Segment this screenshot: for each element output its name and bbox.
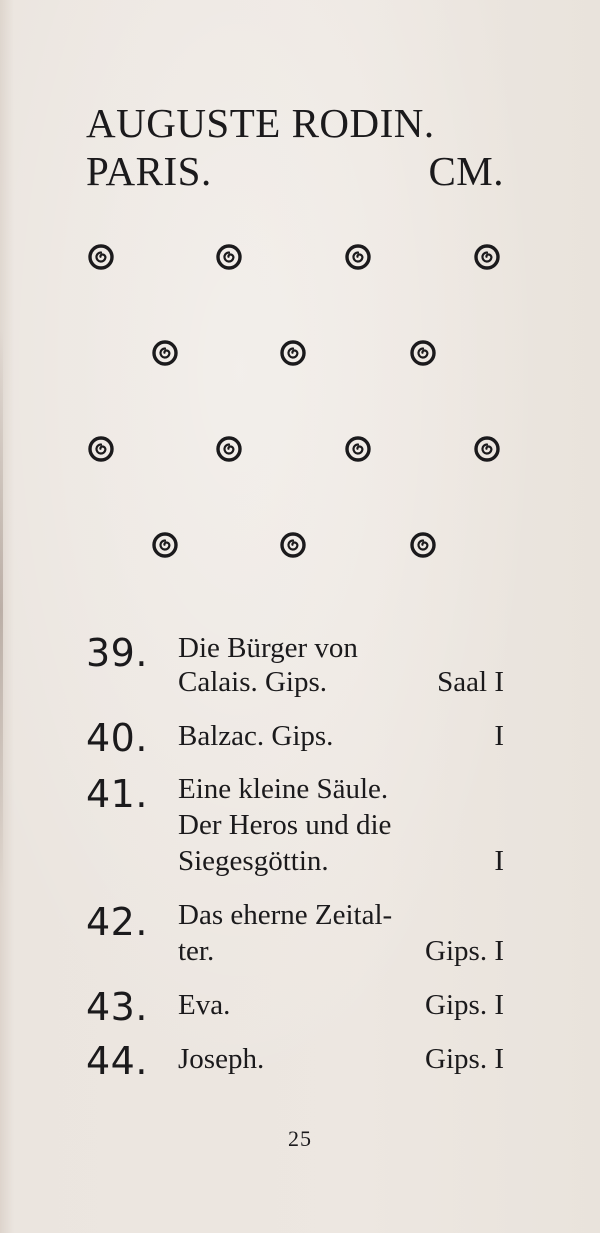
entry-title: Eva.	[178, 989, 231, 1021]
entry-location: I	[494, 720, 504, 752]
city-label: PARIS.	[86, 148, 212, 194]
entry-title: Siegesgöttin.	[178, 845, 329, 877]
entry-location: Gips. I	[425, 989, 504, 1021]
entry-number: 40.	[86, 716, 148, 760]
entry-line	[178, 631, 504, 665]
artist-name: AUGUSTE RODIN.	[86, 100, 435, 146]
entry-title: ter.	[178, 935, 215, 967]
entry-line	[178, 665, 504, 699]
spiral-ornament-icon	[150, 530, 180, 560]
entry-line	[178, 934, 504, 968]
entry-number: 43.	[86, 985, 148, 1029]
entry-title: Eine kleine Säule.	[178, 773, 389, 805]
spiral-ornament-icon	[150, 338, 180, 368]
spiral-ornament-icon	[86, 434, 116, 464]
entry-line	[178, 719, 504, 753]
spiral-ornament-icon	[86, 242, 116, 272]
spiral-ornament-icon	[86, 242, 116, 272]
page-number: 25	[288, 1126, 312, 1151]
spiral-ornament-icon	[86, 434, 116, 464]
entry-location: I	[494, 845, 504, 877]
entry-line	[178, 844, 504, 878]
entry-title: Balzac. Gips.	[178, 720, 334, 752]
entry-number: 41.	[86, 772, 148, 816]
entry-number: 42.	[86, 900, 148, 944]
unit-label: CM.	[428, 148, 504, 194]
spiral-ornament-icon	[150, 530, 180, 560]
spiral-ornament-icon	[214, 434, 244, 464]
entry-number: 39.	[86, 631, 148, 675]
spiral-ornament-icon	[343, 434, 373, 464]
page-gutter-shadow	[0, 330, 3, 890]
spiral-ornament-icon	[408, 338, 438, 368]
entry-title: Calais. Gips.	[178, 666, 328, 698]
spiral-ornament-icon	[472, 242, 502, 272]
spiral-ornament-icon	[472, 434, 502, 464]
entry-title: Das eherne Zeital-	[178, 899, 393, 931]
spiral-ornament-icon	[214, 434, 244, 464]
entry-location: Saal I	[437, 666, 504, 698]
spiral-ornament-icon	[214, 242, 244, 272]
spiral-ornament-icon	[278, 530, 308, 560]
spiral-ornament-icon	[278, 338, 308, 368]
spiral-ornament-icon	[278, 530, 308, 560]
spiral-ornament-icon	[408, 530, 438, 560]
entry-number: 44.	[86, 1039, 148, 1083]
location-heading	[86, 148, 504, 194]
entry-title: Der Heros und die	[178, 809, 392, 841]
entry-title: Die Bürger von	[178, 632, 358, 664]
artist-heading	[86, 100, 504, 146]
spiral-ornament-icon	[343, 434, 373, 464]
entry-line	[178, 988, 504, 1022]
spiral-ornament-icon	[408, 530, 438, 560]
spiral-ornament-icon	[408, 338, 438, 368]
spiral-ornament-icon	[343, 242, 373, 272]
entry-title: Joseph.	[178, 1043, 265, 1075]
spiral-ornament-icon	[343, 242, 373, 272]
entry-location: Gips. I	[425, 935, 504, 967]
entry-line	[178, 808, 504, 842]
spiral-ornament-icon	[472, 242, 502, 272]
spiral-ornament-icon	[214, 242, 244, 272]
entry-location: Gips. I	[425, 1043, 504, 1075]
spiral-ornament-icon	[472, 434, 502, 464]
spiral-ornament-icon	[150, 338, 180, 368]
entry-line	[178, 1042, 504, 1076]
entry-line	[178, 772, 504, 806]
spiral-ornament-icon	[278, 338, 308, 368]
entry-line	[178, 898, 504, 932]
